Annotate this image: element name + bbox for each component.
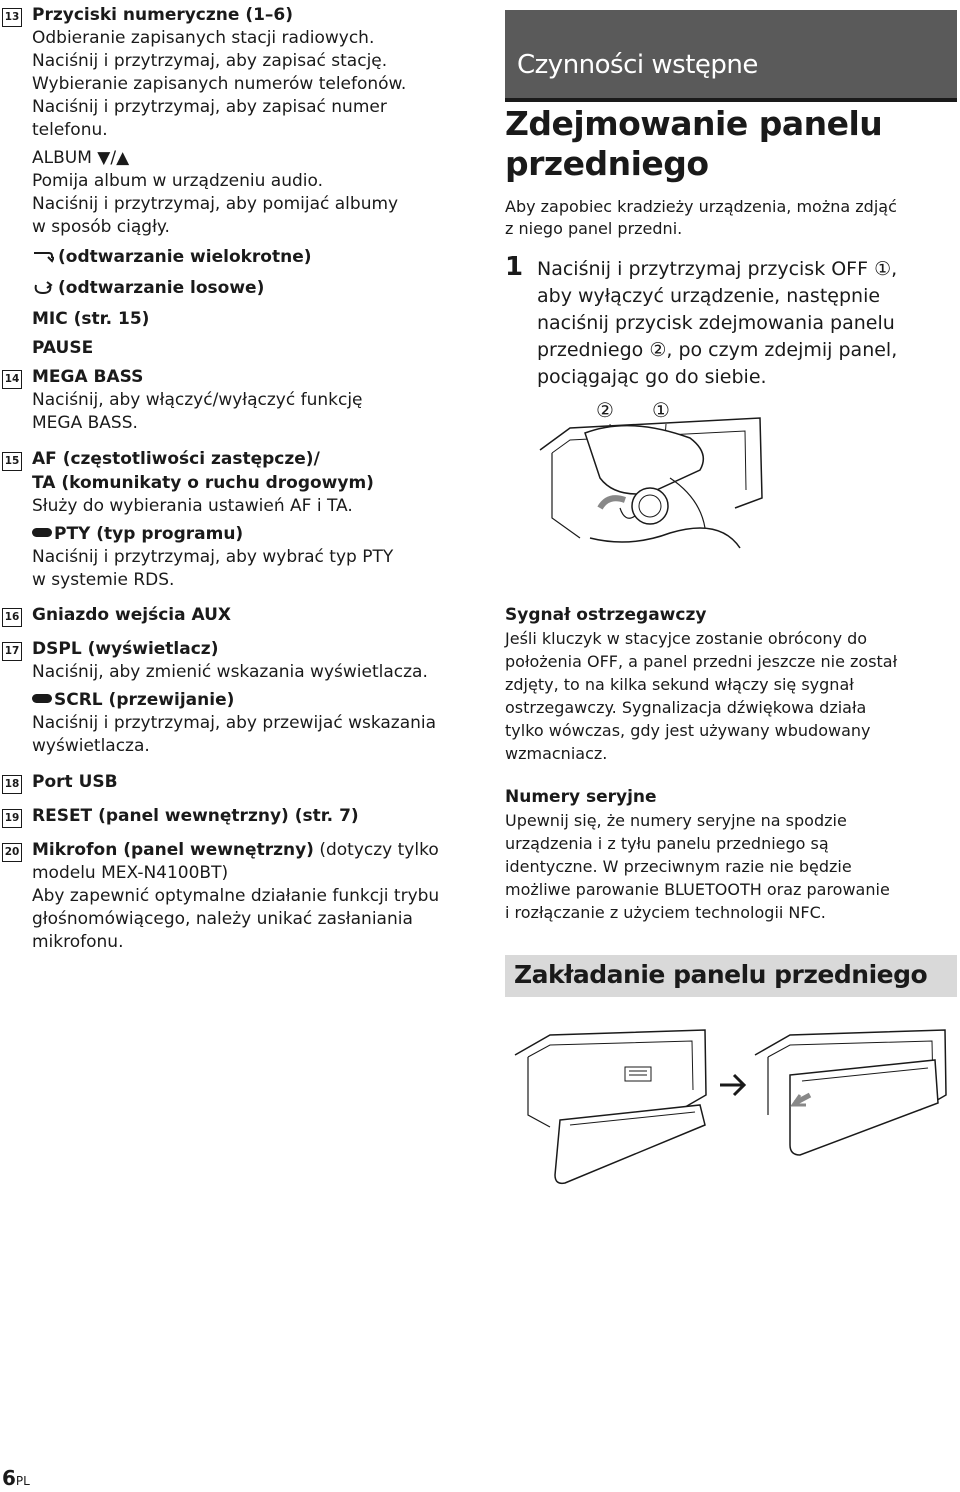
item-line: Naciśnij i przytrzymaj, aby zapisać stację. [32, 51, 388, 71]
warning-line: Jeśli kluczyk w stacyjce zostanie obrócony do [505, 629, 868, 648]
item-line: w systemie RDS. [32, 570, 175, 590]
serial-title: Numery seryjne [505, 787, 657, 807]
shuffle-row [32, 276, 502, 302]
serial-line: Upewnij się, że numery seryjne na spodzie [505, 811, 847, 830]
press-hold-icon [32, 694, 52, 703]
item-title: RESET (panel wewnętrzny) (str. 7) [32, 806, 359, 826]
item-number: 19 [2, 809, 22, 828]
serial-line: urządzenia i z tyłu panelu przedniego są [505, 834, 829, 853]
pty-label: PTY (typ programu) [54, 524, 244, 544]
item-number: 16 [2, 608, 22, 627]
item-line: Aby zapewnić optymalne działanie funkcji trybu [32, 886, 440, 906]
warning-line: położenia OFF, a panel przedni jeszcze nie został [505, 652, 898, 671]
item-line: MEGA BASS. [32, 413, 138, 433]
step-number: 1 [505, 252, 524, 282]
page-number [2, 1466, 30, 1490]
item-17 [0, 637, 502, 758]
item-title-rest: (dotyczy tylko [313, 840, 439, 860]
press-hold-icon [32, 528, 52, 537]
item-line: Naciśnij i przytrzymaj, aby wybrać typ PTY [32, 547, 394, 567]
pty-row [32, 522, 502, 546]
item-title: AF (częstotliwości zastępcze)/ [32, 449, 320, 469]
item-line: Naciśnij i przytrzymaj, aby pomijać albumy [32, 194, 399, 214]
item-number: 15 [2, 452, 22, 471]
warning-line: zdjęty, to na kilka sekund włączy się sygnał [505, 675, 854, 694]
step-text [537, 256, 957, 391]
item-13 [0, 3, 502, 360]
item-line: Pomija album w urządzeniu audio. [32, 171, 324, 191]
item-number: 14 [2, 370, 22, 389]
warning-title: Sygnał ostrzegawczy [505, 605, 707, 625]
callout-1: ① [652, 398, 670, 422]
item-line: głośnomówiącego, należy unikać zasłaniania [32, 909, 413, 929]
item-line: Wybieranie zapisanych numerów telefonów. [32, 74, 407, 94]
item-number: 18 [2, 775, 22, 794]
warning-line: wzmacniacz. [505, 744, 608, 763]
item-number: 13 [2, 8, 22, 27]
intro-line: Aby zapobiec kradzieży urządzenia, można zdjąć [505, 197, 897, 216]
intro-line: z niego panel przedni. [505, 219, 683, 238]
repeat-row [32, 245, 502, 271]
step-line: naciśnij przycisk zdejmowania panelu [537, 312, 895, 334]
item-line: w sposób ciągły. [32, 217, 170, 237]
item-line: Naciśnij i przytrzymaj, aby przewijać wskazania [32, 713, 437, 733]
item-line: Naciśnij, aby włączyć/wyłączyć funkcję [32, 390, 363, 410]
item-title-bold: Mikrofon (panel wewnętrzny) [32, 840, 314, 860]
mic-label: MIC (str. 15) [32, 309, 150, 329]
page-number-value: 6 [2, 1466, 16, 1490]
section-banner-title: Czynności wstępne [517, 50, 758, 80]
attach-panel-heading-band [505, 955, 957, 997]
item-18 [0, 770, 502, 794]
item-line: modelu MEX-N4100BT) [32, 863, 229, 883]
item-title: Port USB [32, 772, 118, 792]
warning-line: tylko wówczas, gdy jest używany wbudowany [505, 721, 871, 740]
panel-attach-drawing [510, 1015, 950, 1195]
item-title: MEGA BASS [32, 367, 144, 387]
item-title: Gniazdo wejścia AUX [32, 605, 232, 625]
panel-removal-drawing [530, 398, 770, 573]
item-title: Przyciski numeryczne (1–6) [32, 5, 294, 25]
warning-section [505, 603, 957, 765]
shuffle-label: (odtwarzanie losowe) [58, 278, 265, 298]
item-number: 17 [2, 642, 22, 661]
remove-panel-illustration [530, 398, 770, 573]
page-title-line: przedniego [505, 144, 709, 183]
item-line: Służy do wybierania ustawień AF i TA. [32, 496, 353, 516]
item-number: 20 [2, 843, 22, 862]
item-line: telefonu. [32, 120, 108, 140]
item-title [32, 838, 502, 862]
item-line: wyświetlacza. [32, 736, 150, 756]
step-line: Naciśnij i przytrzymaj przycisk OFF ①, [537, 258, 898, 280]
item-line: Naciśnij, aby zmienić wskazania wyświetlacza. [32, 662, 428, 682]
item-15 [0, 447, 502, 592]
serial-section [505, 785, 957, 924]
callout-2: ② [596, 398, 614, 422]
serial-line: i rozłączanie z użyciem technologii NFC. [505, 903, 826, 922]
item-14 [0, 365, 502, 435]
step-line: pociągając go do siebie. [537, 366, 767, 388]
banner-divider [505, 98, 957, 102]
album-label: ALBUM ▼/▲ [32, 148, 130, 168]
page-title [505, 104, 957, 184]
step-line: przedniego ②, po czym zdejmij panel, [537, 339, 898, 361]
warning-line: ostrzegawczy. Sygnalizacja dźwiękowa działa [505, 698, 867, 717]
item-line: mikrofonu. [32, 932, 124, 952]
item-title: TA (komunikaty o ruchu drogowym) [32, 473, 374, 493]
item-title: DSPL (wyświetlacz) [32, 639, 219, 659]
item-line: Naciśnij i przytrzymaj, aby zapisać numer [32, 97, 387, 117]
item-19 [0, 804, 502, 828]
page-language: PL [15, 1474, 30, 1488]
serial-line: identyczne. W przeciwnym razie nie będzie [505, 857, 852, 876]
serial-line: możliwe parowanie BLUETOOTH oraz parowanie [505, 880, 890, 899]
section-banner [505, 10, 957, 98]
attach-panel-illustration [510, 1015, 950, 1195]
scrl-label: SCRL (przewijanie) [54, 690, 235, 710]
attach-panel-heading: Zakładanie panelu przedniego [514, 960, 928, 989]
repeat-icon [32, 247, 58, 271]
scrl-row [32, 688, 502, 712]
shuffle-icon [32, 278, 58, 302]
intro-text [505, 196, 957, 240]
pause-label: PAUSE [32, 338, 94, 358]
item-20 [0, 838, 502, 954]
repeat-label: (odtwarzanie wielokrotne) [58, 247, 312, 267]
page-title-line: Zdejmowanie panelu [505, 104, 883, 143]
step-line: aby wyłączyć urządzenie, następnie [537, 285, 881, 307]
item-16 [0, 603, 502, 627]
item-line: Odbieranie zapisanych stacji radiowych. [32, 28, 375, 48]
